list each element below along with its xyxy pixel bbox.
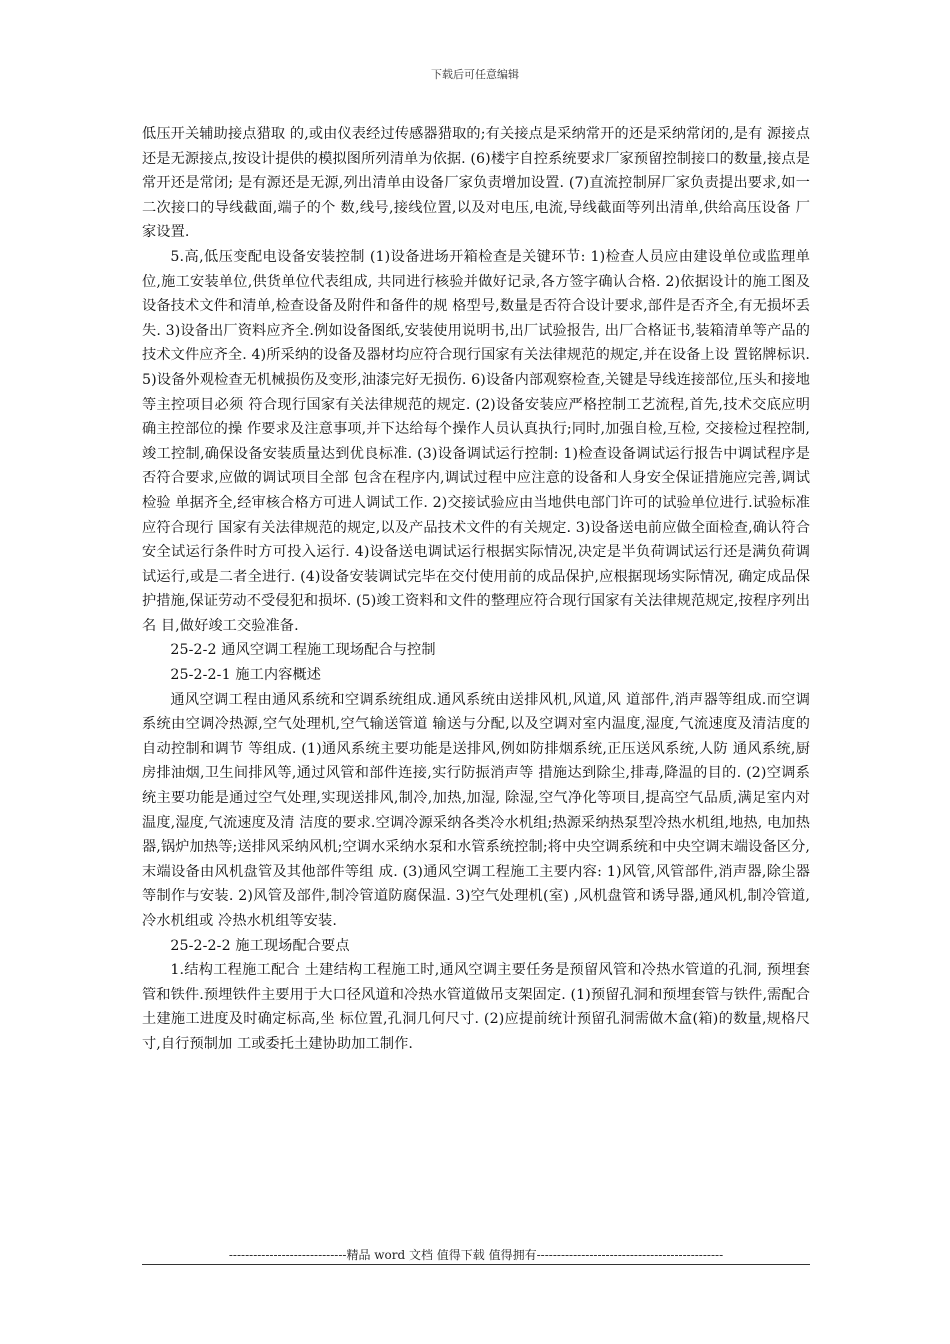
section-heading: 25-2-2 通风空调工程施工现场配合与控制 [170, 642, 436, 659]
page-footer: -----------------------------精品 word 文档 值得下载 值得拥有---------------------------------------------- [228, 1248, 724, 1262]
subsection-heading-coordination: 25-2-2-2 施工现场配合要点 [170, 937, 350, 954]
paragraph-hvac-overview: 通风空调工程由通风系统和空调系统组成.通风系统由送排风机,风道,风 道部件,消声器等组成.而空调系统由空调冷热源,空气处理机,空气输送管道 输送与分配,以及空调对室内温度,湿度,气流速度及清洁度的自动控制和调节 等组成. (1)通风系统主要功能是送排风,例如防排烟系统,正压送风系统,人防 通风系统,厨房排油烟,卫生间排风等,通过风管和部件连接,实行防振消声等 措施达到除尘,排毒,降温的目的. (2)空调系统主要功能是通过空气处理,实现送排风,制冷,加热,加湿, 除湿,空气净化等项目,提高空气品质,满足室内对温度,湿度,气流速度及清 洁度的要求.空调冷源采纳各类冷水机组;热源采纳热泵型冷热水机组,地热, 电加热器,锅炉加热等;送排风采纳风机;空调水采纳水泵和水管系统控制;将中央空调系统和中央空调末端设备区分, 末端设备由风机盘管及其他部件等组 成. (3)通风空调工程施工主要内容: 1)风管,风管部件,消声器,除尘器等制作与安装. 2)风管及部件,制冷管道防腐保温. 3)空气处理机(室) ,风机盘管和诱导器,通风机,制冷管道,冷水机组或 冷热水机组等安装. [142, 691, 810, 929]
paragraph-structural-coordination: 1.结构工程施工配合 土建结构工程施工时,通风空调主要任务是预留风管和冷热水管道的孔洞, 预埋套管和铁件.预埋铁件主要用于大口径风道和冷热水管道做吊支架固定. (1)预留孔洞和预埋套管与铁件,需配合土建施工进度及时确定标高,坐 标位置,孔洞几何尺寸. (2)应提前统计预留孔洞需做木盒(箱)的数量,规格尺寸,自行预制加 工或委托土建协助加工制作. [142, 962, 810, 1052]
footer-divider [142, 1264, 810, 1265]
page-header: 下载后可任意编辑 [431, 68, 519, 81]
paragraph-continued: 低压开关辅助接点猎取 的,或由仪表经过传感器猎取的;有关接点是采纳常开的还是采纳常闭的,是有 源接点还是无源接点,按设计提供的模拟图所列清单为依据. (6)楼宇自控系统要求厂家预留控制接口的数量,接点是常开还是常闭; 是有源还是无源,列出清单由设备厂家负责增加设置. (7)直流控制屏厂家负责提出要求,如一二次接口的导线截面,端子的个 数,线号,接线位置,以及对电压,电流,导线截面等列出清单,供给高压设备 厂家设置. [142, 126, 810, 241]
subsection-heading-overview: 25-2-2-1 施工内容概述 [170, 667, 322, 684]
paragraph-substation-control: 5.高,低压变配电设备安装控制 (1)设备进场开箱检查是关键环节: 1)检查人员应由建设单位或监理单位,施工安装单位,供货单位代表组成, 共同进行核验并做好记录,各方签字确认合格. 2)依据设计的施工图及设备技术文件和清单,检查设备及附件和备件的规 格型号,数量是否符合设计要求,部件是否齐全,有无损坏丢失. 3)设备出厂资料应齐全.例如设备图纸,安装使用说明书,出厂试验报告, 出厂合格证书,装箱清单等产品的技术文件应齐全. 4)所采纳的设备及器材均应符合现行国家有关法律规范的规定,并在设备上设 置铭牌标识. 5)设备外观检查无机械损伤及变形,油漆完好无损伤. 6)设备内部观察检查,关键是导线连接部位,压头和接地等主控项目必须 符合现行国家有关法律规范的规定. (2)设备安装应严格控制工艺流程,首先,技术交底应明确主控部位的操 作要求及注意事项,并下达给每个操作人员认真执行;同时,加强自检,互检, 交接检过程控制,竣工控制,确保设备安装质量达到优良标准. (3)设备调试运行控制: 1)检查设备调试运行报告中调试程序是否符合要求,应做的调试项目全部 包含在程序内,调试过程中应注意的设备和人身安全保证措施应完善,调试检验 单据齐全,经审核合格方可进人调试工作. 2)交接试验应由当地供电部门许可的试验单位进行.试验标准应符合现行 国家有关法律规范的规定,以及产品技术文件的有关规定. 3)设备送电前应做全面检查,确认符合安全试运行条件时方可投入运行. 4)设备送电调试运行根据实际情况,决定是半负荷调试运行还是满负荷调 试运行,或是二者全进行. (4)设备安装调试完毕在交付使用前的成品保护,应根据现场实际情况, 确定成品保护措施,保证劳动不受侵犯和损坏. (5)竣工资料和文件的整理应符合现行国家有关法律规范规定,按程序列出名 目,做好竣工交验准备. [142, 248, 810, 634]
document-body [142, 122, 810, 1057]
